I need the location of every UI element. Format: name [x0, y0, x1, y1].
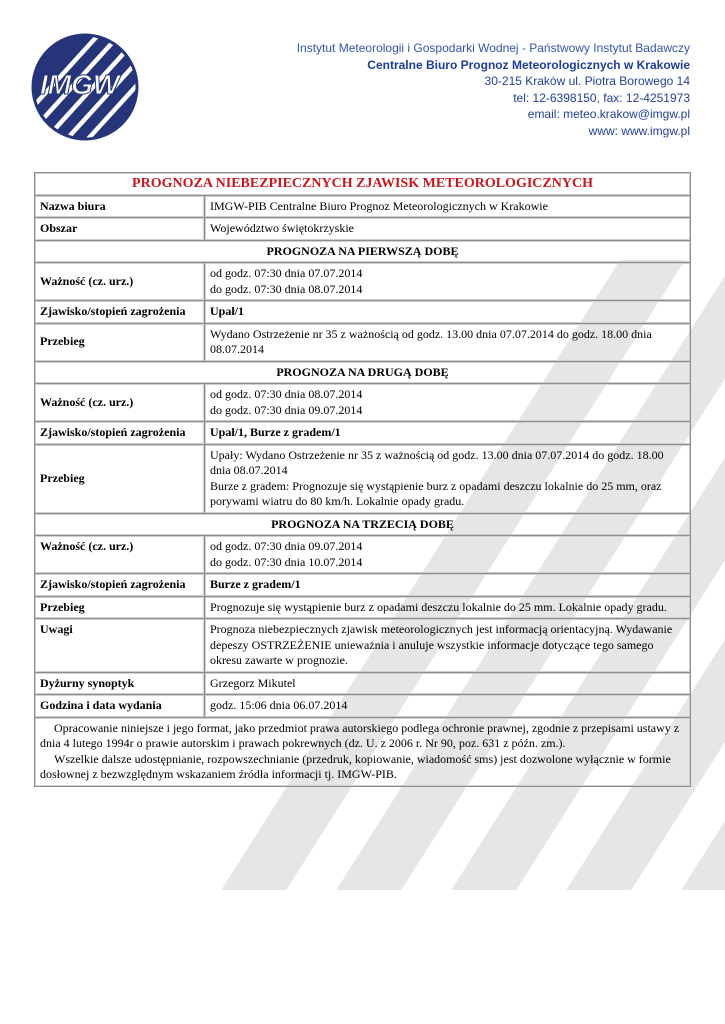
day3-course-text: Prognozuje się wystąpienie burz z opadami deszczu lokalnie do 25 mm. Lokalnie opady gradu. [205, 596, 691, 619]
day3-validity-from: od godz. 07:30 dnia 09.07.2014 [210, 539, 363, 553]
area-label: Obszar [35, 218, 205, 241]
forecaster-label: Dyżurny synoptyk [35, 672, 205, 695]
issued-value: godz. 15:06 dnia 06.07.2014 [205, 695, 691, 718]
area-value: Województwo świętokrzyskie [205, 218, 691, 241]
distribution-paragraph: Wszelkie dalsze udostępnianie, rozpowszechnianie (przedruk, kopiowanie, wiadomość sms) jest dozwolone wyłącznie w formie dosłownej z bezwzględnym wskazaniem źródła informacji tj. IMGW-PIB. [40, 751, 671, 781]
day1-phenomenon-value: Upał/1 [205, 301, 691, 324]
remarks-label: Uwagi [35, 619, 205, 673]
copyright-notice [35, 717, 691, 786]
day2-course-text-storms: Burze z gradem: Prognozuje się wystąpienie burz z opadami deszczu lokalnie do 25 mm, oraz porywami wiatru do 80 km/h. Lokalnie opady gradu. [210, 478, 662, 508]
day2-validity-label: Ważność (cz. urz.) [35, 384, 205, 422]
day1-validity-to: do godz. 07:30 dnia 08.07.2014 [210, 281, 363, 296]
imgw-logo-icon [30, 32, 140, 142]
day1-course-text: Wydano Ostrzeżenie nr 35 z ważnością od godz. 13.00 dnia 07.07.2014 do godz. 18.00 dnia 08.07.2014 [205, 323, 691, 361]
day3-phenomenon-label: Zjawisko/stopień zagrożenia [35, 574, 205, 597]
day1-validity-value [205, 263, 691, 301]
phone-fax-line: tel: 12-6398150, fax: 12-4251973 [513, 90, 690, 105]
issued-label: Godzina i data wydania [35, 695, 205, 718]
day2-validity-value [205, 384, 691, 422]
day3-validity-value [205, 536, 691, 574]
copyright-paragraph: Opracowanie niniejsze i jego format, jako przedmiot prawa autorskiego podlega ochronie prawnej, zgodnie z przepisami ustawy z dnia 4 lutego 1994r o prawie autorskim i prawach pokrewnych (dz. U. z 2006 r. Nr 90, poz. 631 z późn. zm.). [40, 720, 680, 750]
day1-course-label: Przebieg [35, 323, 205, 361]
day2-phenomenon-label: Zjawisko/stopień zagrożenia [35, 422, 205, 445]
forecaster-value: Grzegorz Mikutel [205, 672, 691, 695]
day2-course-value [205, 444, 691, 513]
office-name: Centralne Biuro Prognoz Meteorologicznych w Krakowie [367, 57, 690, 72]
day1-phenomenon-label: Zjawisko/stopień zagrożenia [35, 301, 205, 324]
website-line: www: www.imgw.pl [588, 123, 690, 138]
office-value: IMGW-PIB Centralne Biuro Prognoz Meteorologicznych w Krakowie [205, 195, 691, 218]
day2-phenomenon-value: Upał/1, Burze z gradem/1 [205, 422, 691, 445]
day2-course-label: Przebieg [35, 444, 205, 513]
day1-validity-label: Ważność (cz. urz.) [35, 263, 205, 301]
day3-phenomenon-value: Burze z gradem/1 [205, 574, 691, 597]
institute-name: Instytut Meteorologii i Gospodarki Wodnej - Państwowy Instytut Badawczy [296, 41, 690, 55]
forecast-table [34, 172, 691, 787]
day1-validity-from: od godz. 07:30 dnia 07.07.2014 [210, 266, 363, 280]
document-title: PROGNOZA NIEBEZPIECZNYCH ZJAWISK METEOROLOGICZNYCH [35, 173, 691, 196]
day1-heading: PROGNOZA NA PIERWSZĄ DOBĘ [35, 240, 691, 263]
day2-heading: PROGNOZA NA DRUGĄ DOBĘ [35, 361, 691, 384]
day3-heading: PROGNOZA NA TRZECIĄ DOBĘ [35, 513, 691, 536]
day2-validity-to: do godz. 07:30 dnia 09.07.2014 [210, 402, 363, 417]
address-line: 30-215 Kraków ul. Piotra Borowego 14 [484, 74, 690, 88]
day3-course-label: Przebieg [35, 596, 205, 619]
day3-validity-label: Ważność (cz. urz.) [35, 536, 205, 574]
logo-text: IMGW [40, 69, 120, 100]
remarks-text: Prognoza niebezpiecznych zjawisk meteorologicznych jest informacją orientacyjną. Wydawanie depeszy OSTRZEŻENIE unieważnia i anuluje wszystkie informacje dotyczące tego samego okresu zawarte w prognozie. [205, 619, 691, 673]
day3-validity-to: do godz. 07:30 dnia 10.07.2014 [210, 554, 363, 569]
institute-address [297, 40, 690, 139]
email-line: email: meteo.krakow@imgw.pl [527, 107, 690, 121]
office-label: Nazwa biura [35, 195, 205, 218]
day2-course-text-heat: Upały: Wydano Ostrzeżenie nr 35 z ważnością od godz. 13.00 dnia 07.07.2014 do godz. 18.00 dnia 08.07.2014 [210, 447, 664, 477]
day2-validity-from: od godz. 07:30 dnia 08.07.2014 [210, 387, 363, 401]
letterhead [0, 0, 725, 160]
